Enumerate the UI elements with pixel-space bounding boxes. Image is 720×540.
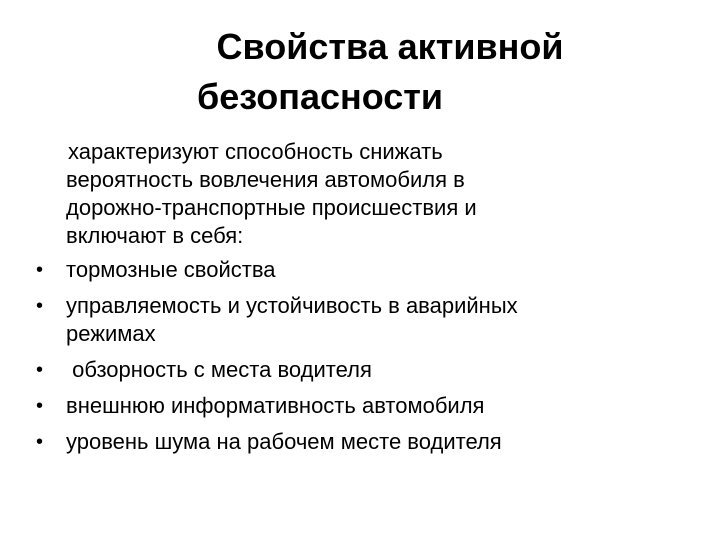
bullet-icon: • bbox=[36, 359, 44, 381]
bullet-icon: • bbox=[36, 395, 44, 417]
slide-body bbox=[36, 138, 696, 464]
intro-line-4: включают в себя: bbox=[66, 223, 244, 248]
slide-title bbox=[0, 22, 720, 122]
bullet-text: уровень шума на рабочем месте водителя bbox=[66, 429, 502, 454]
bullet-text-continuation: режимах bbox=[66, 321, 156, 346]
bullet-text: тормозные свойства bbox=[66, 257, 276, 282]
bullet-item-informativeness bbox=[36, 392, 696, 420]
intro-line-2: вероятность вовлечения автомобиля в bbox=[66, 167, 465, 192]
bullet-icon: • bbox=[36, 295, 44, 317]
slide-title-line-2: безопасности bbox=[196, 76, 444, 117]
intro-paragraph bbox=[36, 138, 696, 250]
intro-line-3: дорожно-транспортные происшествия и bbox=[66, 195, 477, 220]
slide-title-line-1: Свойства активной bbox=[216, 26, 564, 67]
bullet-text: внешнюю информативность автомобиля bbox=[66, 393, 485, 418]
bullet-icon: • bbox=[36, 259, 44, 281]
intro-line-1: характеризуют способность снижать bbox=[68, 139, 443, 164]
bullet-text: управляемость и устойчивость в аварийных bbox=[66, 293, 518, 318]
bullet-item-visibility bbox=[36, 356, 696, 384]
bullet-item-noise bbox=[36, 428, 696, 456]
bullet-icon: • bbox=[36, 431, 44, 453]
bullet-item-handling bbox=[36, 292, 696, 348]
bullet-list bbox=[36, 256, 696, 456]
bullet-text: обзорность с места водителя bbox=[66, 357, 372, 382]
bullet-item-braking bbox=[36, 256, 696, 284]
